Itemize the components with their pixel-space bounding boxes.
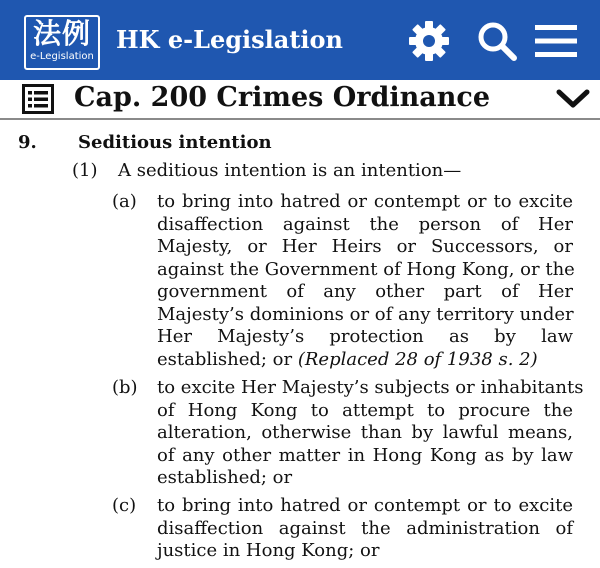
chapter-title: Cap. 200 Crimes Ordinance xyxy=(74,82,490,113)
paragraph-line-text: established; or xyxy=(157,348,293,370)
paragraph-line: to bring into hatred or contempt or to excite xyxy=(157,495,573,516)
section-heading: Seditious intention xyxy=(78,132,272,153)
top-app-bar xyxy=(0,0,600,80)
paragraph-line: disaffection against the person of Her xyxy=(157,213,573,235)
paragraph-line: Majesty, or Her Heirs or Successors, or xyxy=(157,236,573,257)
subsection-number: (1) xyxy=(72,160,98,181)
app-title: HK e-Legislation xyxy=(116,25,344,54)
search-icon xyxy=(476,20,518,62)
subsection-text: A seditious intention is an intention— xyxy=(118,160,462,181)
gear-icon xyxy=(408,20,450,62)
paragraph-b-text xyxy=(157,377,584,490)
legislation-content xyxy=(0,120,600,568)
paragraph-line: Her Majesty’s protection as by law xyxy=(157,326,573,347)
paragraph-line: Majesty’s dominions or of any territory under xyxy=(157,303,574,325)
paragraph-last-line: justice in Hong Kong; or xyxy=(157,540,380,561)
logo-subtitle: e-Legislation xyxy=(30,51,94,62)
paragraph-line: disaffection against the administration of xyxy=(157,517,573,539)
paragraph-a-text xyxy=(157,191,573,371)
menu-icon xyxy=(533,20,579,62)
e-legislation-logo[interactable] xyxy=(24,15,100,70)
amendment-note[interactable]: (Replaced 28 of 1938 s. 2) xyxy=(297,348,538,370)
paragraph-label-c: (c) xyxy=(112,495,137,516)
logo-chars: 法例 xyxy=(32,17,91,50)
paragraph-line: to bring into hatred or contempt or to excite xyxy=(157,191,573,212)
menu-button[interactable] xyxy=(532,20,580,62)
paragraph-line: to excite Her Majesty’s subjects or inhabitants xyxy=(157,377,584,398)
paragraph-line: of Hong Kong to attempt to procure the xyxy=(157,399,573,421)
chevron-down-icon[interactable] xyxy=(556,88,590,110)
chapter-bar xyxy=(0,80,600,120)
paragraph-label-a: (a) xyxy=(112,191,137,212)
paragraph-line: alteration, otherwise than by lawful means, xyxy=(157,422,573,443)
paragraph-line: of any other matter in Hong Kong as by law xyxy=(157,444,573,466)
paragraph-last-line: established; or xyxy=(157,467,293,488)
search-button[interactable] xyxy=(474,20,520,62)
paragraph-last-line xyxy=(157,349,573,372)
paragraph-c-text xyxy=(157,495,573,563)
paragraph-label-b: (b) xyxy=(112,377,138,398)
paragraph-line: against the Government of Hong Kong, or the xyxy=(157,258,575,280)
settings-button[interactable] xyxy=(406,20,452,62)
section-number: 9. xyxy=(18,132,37,153)
table-of-contents-icon[interactable] xyxy=(22,84,54,114)
paragraph-line: government of any other part of Her xyxy=(157,281,573,302)
